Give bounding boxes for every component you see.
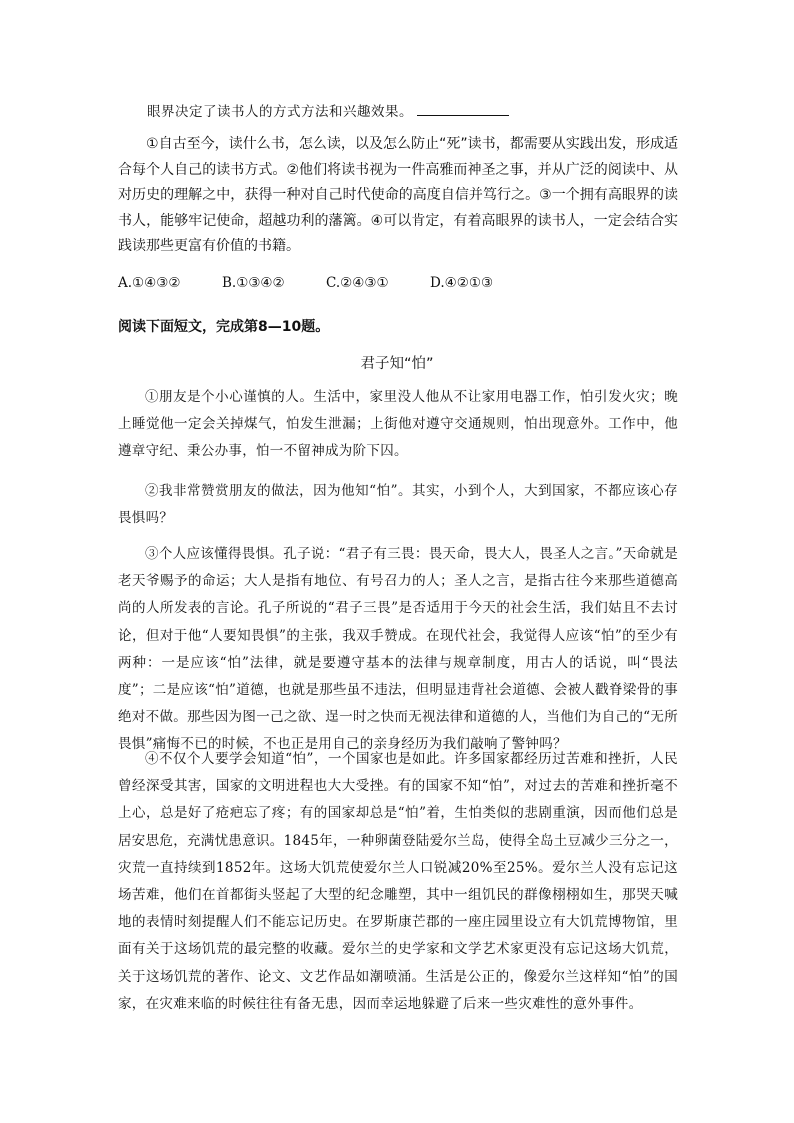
article-paragraph-1: ①朋友是个小心谨慎的人。生活中，家里没人他从不让家用电器工作，怕引发火灾；晚上睡觉他一定会关掉煤气，怕发生泄漏；上街他对遵守交通规则，怕出现意外。工作中，他遵章守纪、秉公办事，怕一不留神成为阶下囚。	[118, 389, 678, 460]
answer-options	[118, 275, 534, 291]
answer-blank[interactable]	[417, 105, 509, 116]
option-b[interactable]: B.①③④②	[222, 275, 285, 291]
article-paragraph-2: ②我非常赞赏朋友的做法，因为他知“怕”。其实，小到个人，大到国家，不都应该心存畏惧吗？	[118, 483, 678, 527]
question-stem	[147, 100, 509, 120]
sentence-ordering-paragraph: ①自古至今，读什么书，怎么读，以及怎么防止“死”读书，都需要从实践出发，形成适合每个人自己的读书方式。②他们将读书视为一件高雅而神圣之事，并从广泛的阅读中、从对历史的理解之中，获得一种对自己时代使命的高度自信并笃行之。③一个拥有高眼界的读书人，能够牢记使命，超越功利的藩篱。④可以肯定，有着高眼界的读书人，一定会结合实践读那些更富有价值的书籍。	[118, 136, 678, 254]
option-d[interactable]: D.④②①③	[430, 275, 494, 291]
question-stem-text: 眼界决定了读书人的方式方法和兴趣效果。	[147, 104, 413, 120]
option-c[interactable]: C.②④③①	[326, 275, 389, 291]
article-paragraph-4: ④不仅个人要学会知道“怕”，一个国家也是如此。许多国家都经历过苦难和挫折，人民曾经深受其害，国家的文明进程也大大受挫。有的国家不知“怕”，对过去的苦难和挫折毫不上心，总是好了疮疤忘了疼；有的国家却总是“怕”着，生怕类似的悲剧重演，因而他们总是居安思危，充满忧患意识。1845年，一种卵菌登陆爱尔兰岛，使得全岛土豆减少三分之一，灾荒一直持续到1852年。这场大饥荒使爱尔兰人口锐减20%至25%。爱尔兰人没有忘记这场苦难，他们在首都街头竖起了大型的纪念雕塑，其中一组饥民的群像栩栩如生，那哭天喊地的表情时刻提醒人们不能忘记历史。在罗斯康芒郡的一座庄园里设立有大饥荒博物馆，里面有关于这场饥荒的最完整的收藏。爱尔兰的史学家和文学艺术家更没有忘记这场大饥荒，关于这场饥荒的著作、论文、文艺作品如潮喷涌。生活是公正的，像爱尔兰这样知“怕”的国家，在灾难来临的时候往往有备无患，因而幸运地躲避了后来一些灾难性的意外事件。	[118, 751, 678, 1012]
option-a[interactable]: A.①④③②	[118, 275, 181, 291]
reading-instruction: 阅读下面短文，完成第8—10题。	[118, 319, 330, 335]
article-title: 君子知“怕”	[360, 356, 434, 372]
article-paragraph-3: ③个人应该懂得畏惧。孔子说：“君子有三畏：畏天命，畏大人，畏圣人之言。”天命就是老天爷赐予的命运；大人是指有地位、有号召力的人；圣人之言，是指古往今来那些道德高尚的人所发表的言论。孔子所说的“君子三畏”是否适用于今天的社会生活，我们姑且不去讨论，但对于他“人要知畏惧”的主张，我双手赞成。在现代社会，我觉得人应该“怕”的至少有两种：一是应该“怕”法律，就是要遵守基本的法律与规章制度，用古人的话说，叫“畏法度”；二是应该“怕”道德，也就是那些虽不违法，但明显违背社会道德、会被人戳脊梁骨的事绝对不做。那些因为图一己之欲、逞一时之快而无视法律和道德的人，当他们为自己的“无所畏惧”痛悔不已的时候，不也正是用自己的亲身经历为我们敲响了警钟吗？	[118, 546, 678, 753]
